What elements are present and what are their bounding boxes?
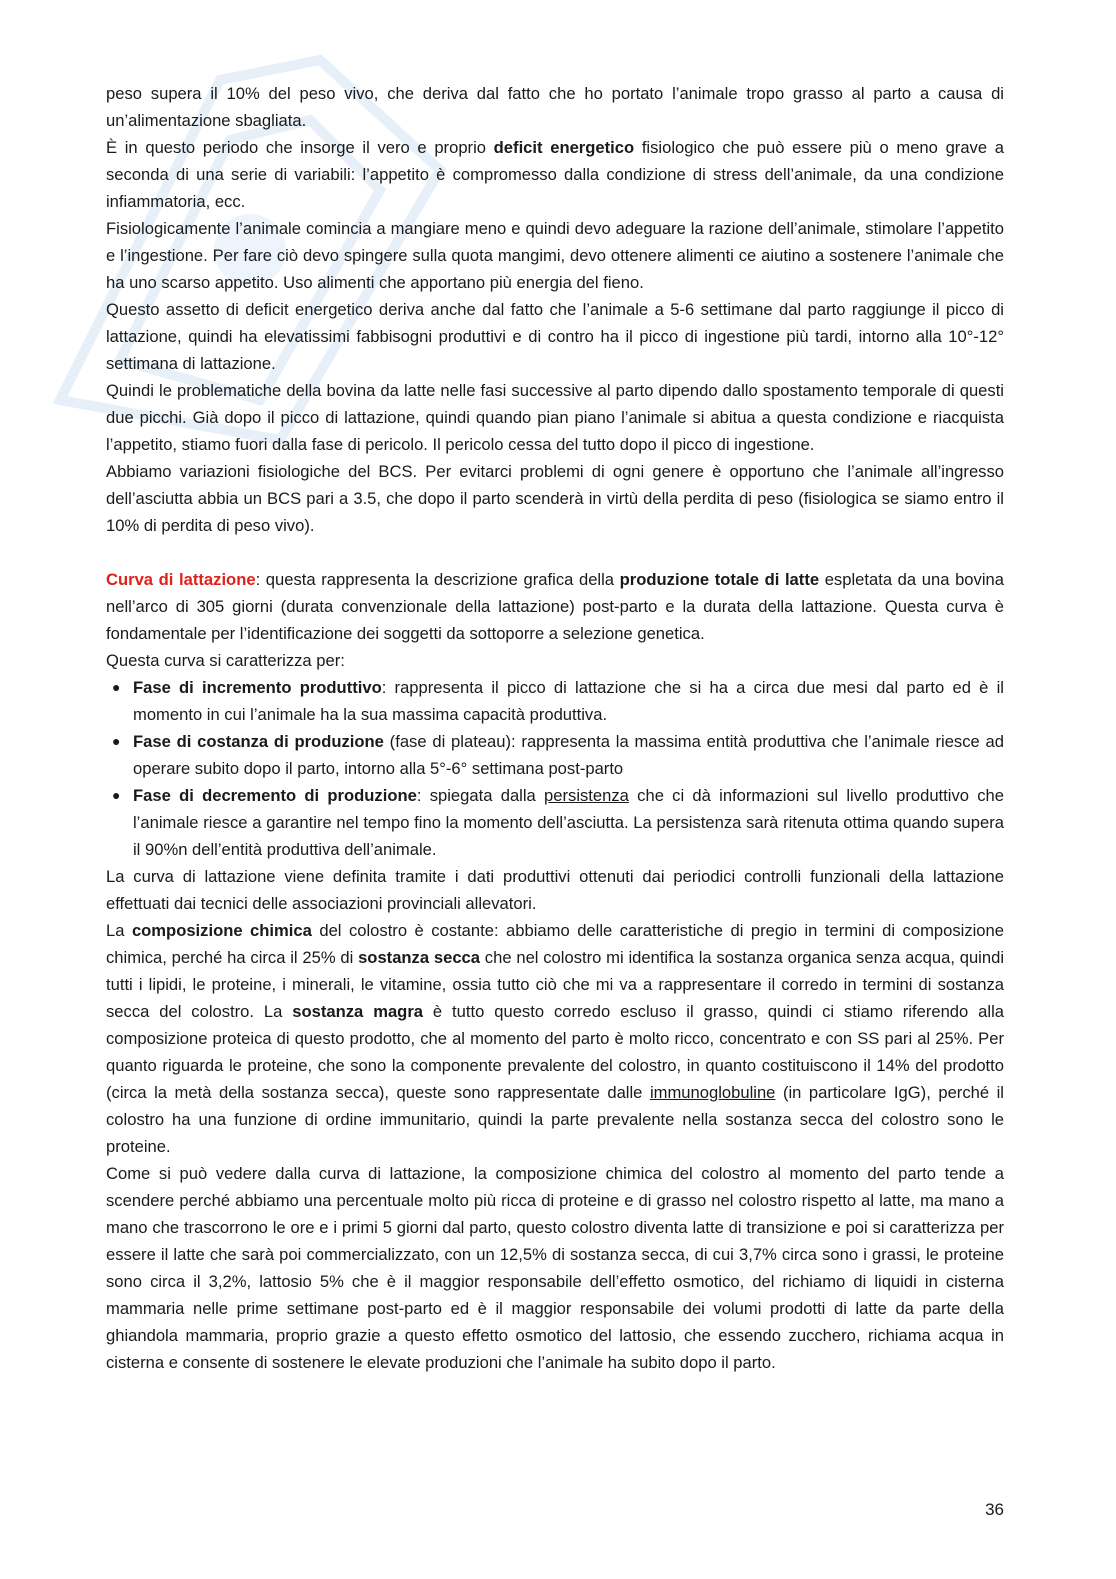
paragraph: La curva di lattazione viene definita tramite i dati produttivi ottenuti dai periodici controlli funzionali della lattazione effettuati dai tecnici delle associazioni provinciali allevatori. <box>106 867 1004 913</box>
paragraph: La composizione chimica del colostro è costante: abbiamo delle caratteristiche di pregio in termini di composizione chimica, perché ha circa il 25% di sostanza secca che nel colostro mi identifica la sostanza organica senza acqua, quindi tutti i lipidi, le proteine, i minerali, le vitamine, ossia tutto ciò che mi va a rappresentare il corredo in termini di sostanza secca del colostro. La sostanza magra è tutto questo corredo escluso il grasso, quindi ci stiamo riferendo alla composizione proteica di questo prodotto, che al momento del parto è molto ricco, concentrato e con SS pari al 25%. Per quanto riguarda le proteine, che sono la componente prevalente del colostro, in quanto costituiscono il 14% del prodotto (circa la metà della sostanza secca), queste sono rappresentate dalle immunoglobuline (in particolare IgG), perché il colostro ha una funzione di ordine immunitario, quindi la parte prevalente nella sostanza secca del colostro sono le proteine. <box>106 921 1005 1156</box>
bullet-list <box>106 674 1004 863</box>
paragraph: Come si può vedere dalla curva di lattazione, la composizione chimica del colostro al momento del parto tende a scendere perché abbiamo una percentuale molto più ricca di proteine e di grasso nel colostro rispetto al latte, ma mano a mano che trascorrono le ore e i primi 5 giorni dal parto, questo colostro diventa latte di transizione e poi si caratterizza per essere il latte che sarà poi commercializzato, con un 12,5% di sostanza secca, di cui 3,7% circa sono i grassi, le proteine sono circa il 3,2%, lattosio 5% che è il maggior responsabile dell’effetto osmotico, del richiamo di liquidi in cisterna mammaria nelle prime settimane post-parto ed è il maggior responsabile dei volumi prodotti di latte da parte della ghiandola mammaria, proprio grazie a questo effetto osmotico del lattosio, che essendo zucchero, richiama acqua in cisterna e consente di sostenere le elevate produzioni che l’animale ha subito dopo il parto. <box>106 1164 1004 1372</box>
document-body <box>106 80 1004 1376</box>
paragraph: Fisiologicamente l’animale comincia a mangiare meno e quindi devo adeguare la razione dell’animale, stimolare l’appetito e l’ingestione. Per fare ciò devo spingere sulla quota mangimi, devo ottenere alimenti ce aiutino a sostenere l’animale che ha uno scarso appetito. Uso alimenti che apportano più energia del fieno. <box>106 219 1004 292</box>
bold-term: produzione totale di latte <box>619 570 820 589</box>
paragraph: È in questo periodo che insorge il vero e proprio deficit energetico fisiologico che può essere più o meno grave a seconda di una serie di variabili: l’appetito è compromesso dalla condizione di stress dell’animale, da una condizione infiammatoria, ecc. <box>106 138 1004 211</box>
bullet-icon: ● <box>112 679 121 695</box>
bold-term: deficit energetico <box>493 138 635 157</box>
list-item: ● Fase di decremento di produzione: spiegata dalla persistenza che ci dà informazioni sul livello produttivo che l’animale riesce a garantire nel tempo fino la momento dell’asciutta. La persistenza sarà ritenuta ottima quando supera il 90%n dell’entità produttiva dell’animale. <box>106 782 1004 863</box>
paragraph: Questo assetto di deficit energetico deriva anche dal fatto che l’animale a 5-6 settimane dal parto raggiunge il picco di lattazione, quindi ha elevatissimi fabbisogni produttivi e di contro ha il picco di ingestione più tardi, intorno alla 10°-12° settimana di lattazione. <box>106 300 1004 373</box>
paragraph: Quindi le problematiche della bovina da latte nelle fasi successive al parto dipendo dallo spostamento temporale di questi due picchi. Già dopo il picco di lattazione, quindi quando pian piano l’animale si abitua a questa condizione e riacquista l’appetito, stiamo fuori dalla fase di pericolo. Il pericolo cessa del tutto dopo il picco di ingestione. <box>106 381 1004 454</box>
section-heading: Curva di lattazione <box>106 570 256 589</box>
paragraph-curva: Curva di lattazione: questa rappresenta la descrizione grafica della produzione totale di latte espletata da una bovina nell’arco di 305 giorni (durata convenzionale della lattazione) post-parto e la durata della lattazione. Questa curva è fondamentale per l’identificazione dei soggetti da sottoporre a selezione genetica. <box>106 570 1004 643</box>
page-number: 36 <box>985 1500 1004 1519</box>
paragraph: peso supera il 10% del peso vivo, che deriva dal fatto che ho portato l’animale tropo grasso al parto a causa di un’alimentazione sbagliata. <box>106 84 1004 130</box>
bullet-icon: ● <box>112 733 121 749</box>
list-item: ● Fase di incremento produttivo: rappresenta il picco di lattazione che si ha a circa due mesi dal parto ed è il momento in cui l’animale ha la sua massima capacità produttiva. <box>106 674 1004 728</box>
bullet-icon: ● <box>112 787 121 803</box>
paragraph: Abbiamo variazioni fisiologiche del BCS. Per evitarci problemi di ogni genere è opportuno che l’animale all’ingresso dell’asciutta abbia un BCS pari a 3.5, che dopo il parto scenderà in virtù della perdita di peso (fisiologica se siamo entro il 10% di perdita di peso vivo). <box>106 462 1004 535</box>
paragraph: Questa curva si caratterizza per: <box>106 651 345 670</box>
list-item: ● Fase di costanza di produzione (fase di plateau): rappresenta la massima entità produttiva che l’animale riesce ad operare subito dopo il parto, intorno alla 5°-6° settimana post-parto <box>106 728 1004 782</box>
